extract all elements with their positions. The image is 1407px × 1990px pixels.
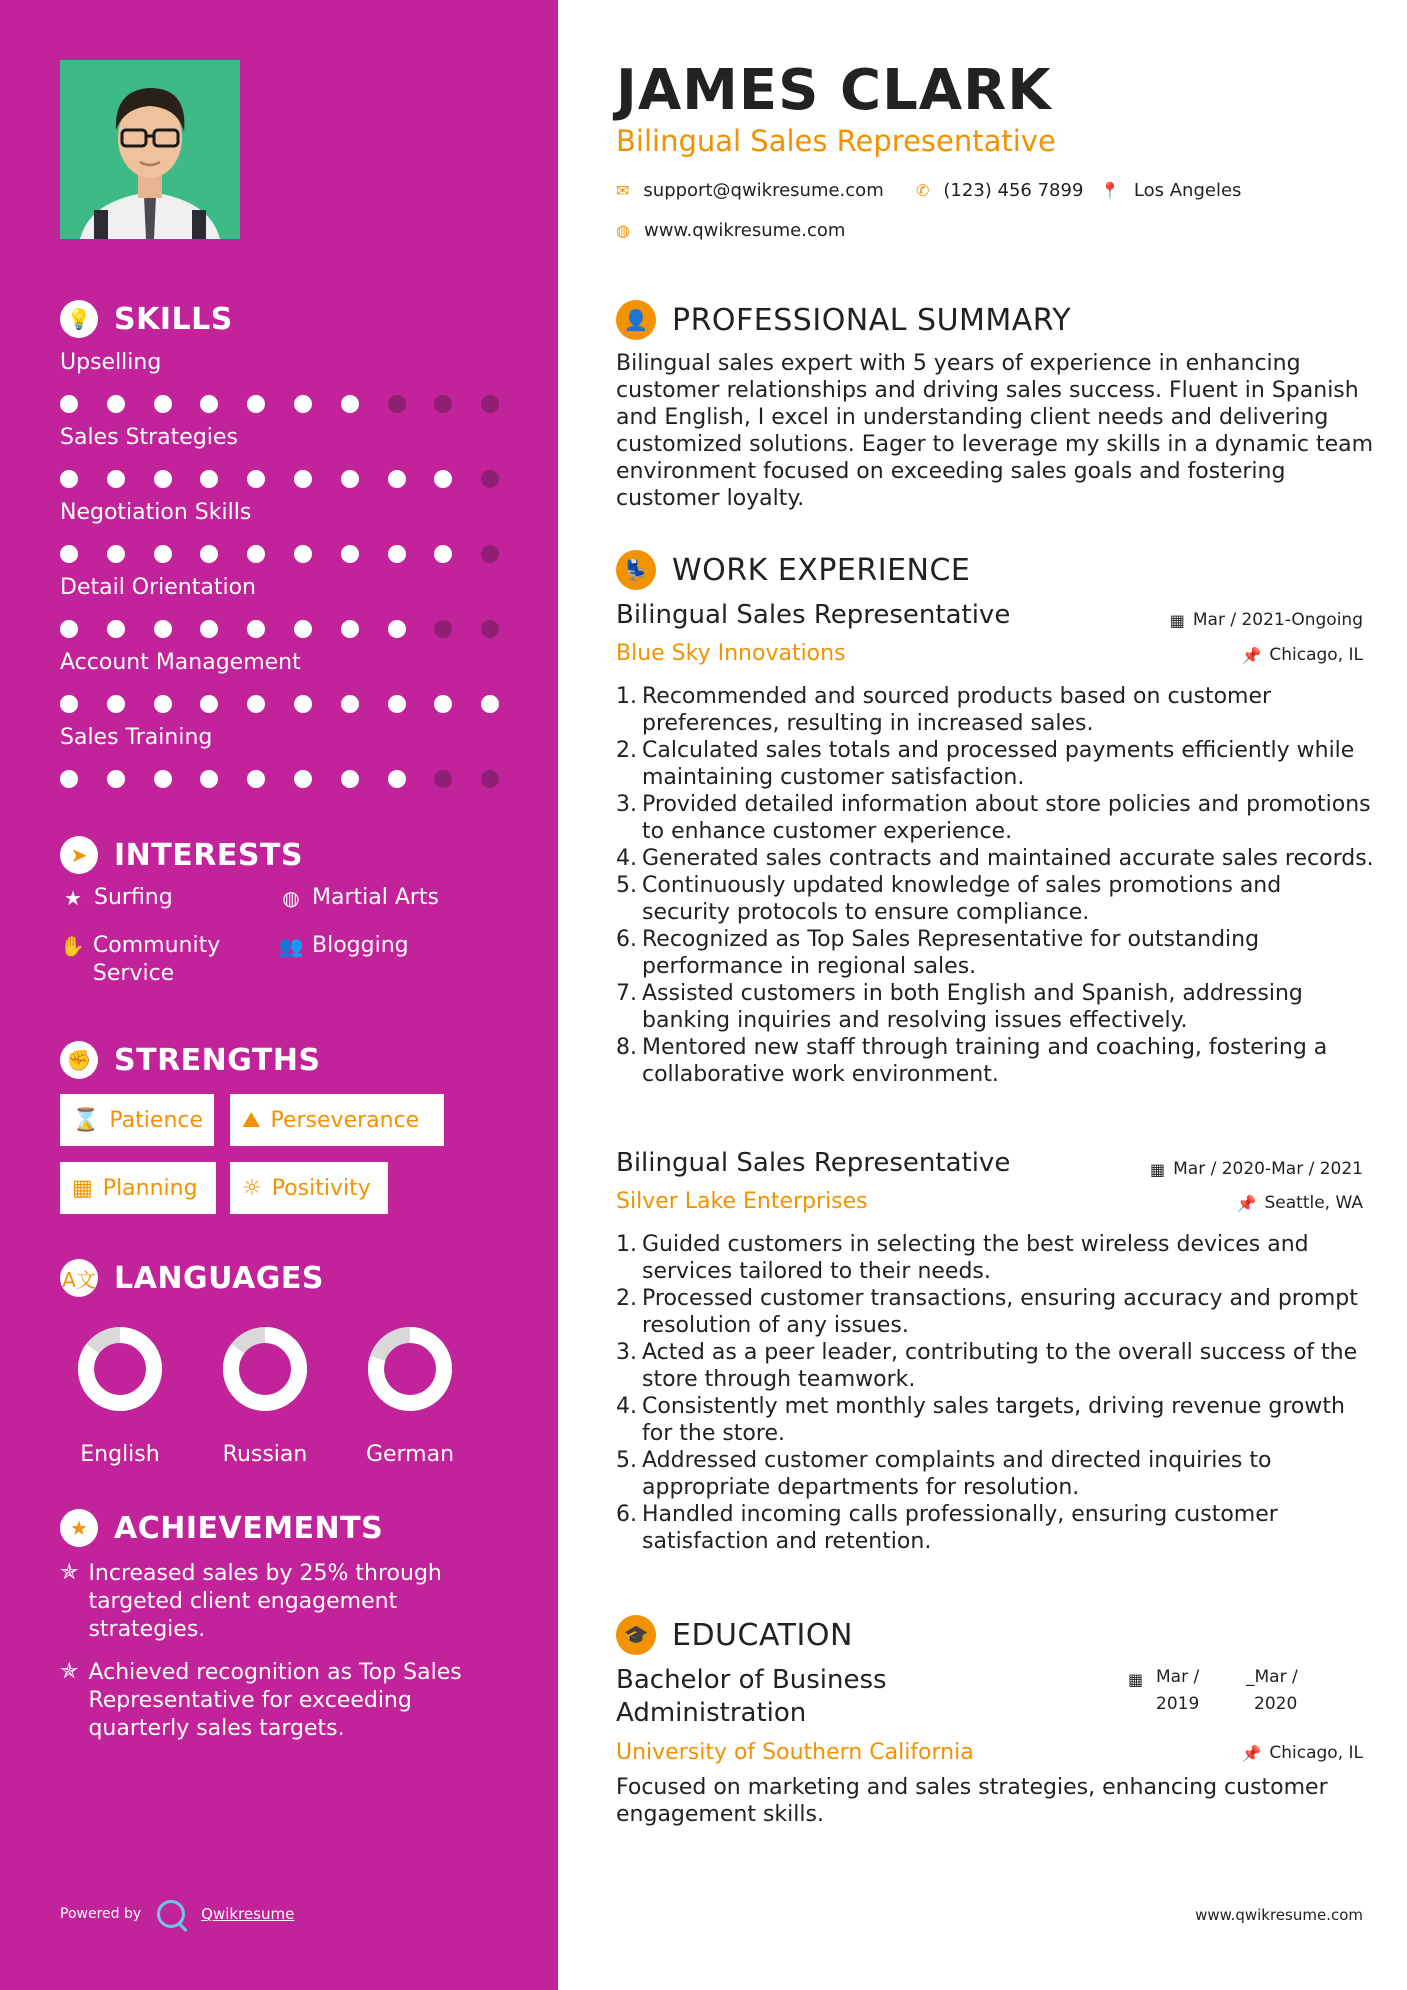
language-donut: [222, 1326, 308, 1412]
map-pin-icon: 📍: [1100, 181, 1120, 200]
duty-number: 3.: [616, 792, 637, 817]
strength-badge: [60, 1094, 214, 1146]
skill-dot: [154, 620, 172, 638]
interests-title: INTERESTS: [114, 837, 303, 873]
skill-rating: [60, 617, 500, 641]
strength-label: Positivity: [271, 1175, 371, 1201]
skill-dot: [154, 395, 172, 413]
skill-item: [60, 725, 500, 791]
duty-text: Acted as a peer leader, contributing to the overall success of the store through teamwork.: [642, 1340, 1358, 1392]
language-donut: [367, 1326, 453, 1412]
duty-item: [616, 1339, 1376, 1393]
brand-link[interactable]: Qwikresume: [201, 1905, 295, 1923]
duty-number: 1.: [616, 684, 637, 709]
skill-dot: [294, 545, 312, 563]
skill-dot: [481, 395, 499, 413]
user-icon: 👤: [616, 300, 656, 340]
language-item: [50, 1326, 190, 1467]
users-icon: 👥: [278, 934, 304, 958]
trophy-star-icon: ★: [60, 1509, 98, 1547]
strength-label: Perseverance: [270, 1107, 420, 1133]
duty-text: Recognized as Top Sales Representative for outstanding performance in regional sales.: [642, 927, 1260, 979]
skill-dot: [107, 395, 125, 413]
skill-dot: [481, 470, 499, 488]
candidate-name: JAMES CLARK: [616, 58, 1052, 123]
skill-dot: [434, 545, 452, 563]
skill-rating: [60, 692, 500, 716]
skill-dot: [388, 545, 406, 563]
skill-dot: [200, 395, 218, 413]
skill-dot: [434, 470, 452, 488]
powered-by: [60, 1900, 294, 1928]
experience-heading: [616, 550, 970, 590]
skill-dot: [481, 770, 499, 788]
skill-dot: [60, 770, 78, 788]
contact-email[interactable]: [616, 180, 884, 201]
language-donut: [77, 1326, 163, 1412]
road-icon: ⛰: [242, 1107, 261, 1133]
footer-website[interactable]: www.qwikresume.com: [1195, 1906, 1363, 1924]
skill-dot: [107, 545, 125, 563]
duty-item: [616, 845, 1376, 872]
skill-dot: [247, 770, 265, 788]
strength-label: Planning: [102, 1175, 198, 1201]
sidebar: [0, 0, 558, 1990]
skill-item: [60, 650, 500, 716]
language-item: [340, 1326, 480, 1467]
skill-dot: [60, 620, 78, 638]
achievement-item: [60, 1659, 500, 1743]
calendar-icon: ▦: [1128, 1670, 1144, 1689]
job-title: Bilingual Sales Representative: [616, 600, 1011, 630]
calendar-icon: ▦: [72, 1175, 93, 1201]
skill-rating: [60, 467, 500, 491]
skill-dot: [388, 620, 406, 638]
interest-item: [278, 932, 409, 960]
duty-text: Assisted customers in both English and Spanish, addressing banking inquiries and resolving issues effectively.: [642, 981, 1303, 1033]
skills-title: SKILLS: [114, 301, 233, 337]
job-location-text: Chicago, IL: [1269, 645, 1363, 665]
education-end-year: 2020: [1254, 1694, 1298, 1714]
skill-dot: [107, 695, 125, 713]
lightbulb-icon: 💡: [60, 300, 98, 338]
location-text: Los Angeles: [1133, 180, 1242, 201]
education-location-text: Chicago, IL: [1269, 1743, 1363, 1763]
skill-dot: [434, 695, 452, 713]
strengths-heading: [60, 1041, 321, 1079]
skill-dot: [388, 695, 406, 713]
duty-number: 8.: [616, 1035, 637, 1060]
education-start-month: Mar /: [1156, 1667, 1200, 1687]
education-end-month: Mar /: [1254, 1667, 1298, 1687]
duty-number: 6.: [616, 927, 637, 952]
globe-icon: ◍: [616, 221, 630, 240]
skill-dot: [294, 770, 312, 788]
skill-dot: [434, 770, 452, 788]
skill-name: Account Management: [60, 650, 301, 675]
sun-icon: ☼: [242, 1175, 262, 1201]
language-name: Russian: [222, 1442, 308, 1467]
skill-dot: [294, 695, 312, 713]
skill-item: [60, 425, 500, 491]
education-school: University of Southern California: [616, 1740, 974, 1765]
duty-number: 4.: [616, 846, 637, 871]
job-duties: [616, 1231, 1376, 1555]
skill-dot: [247, 470, 265, 488]
duty-number: 5.: [616, 1448, 637, 1473]
duty-text: Continuously updated knowledge of sales promotions and security protocols to ensure compliance.: [642, 873, 1282, 925]
paper-plane-icon: ➤: [60, 836, 98, 874]
duty-item: [616, 683, 1376, 737]
duty-item: [616, 1285, 1376, 1339]
skill-name: Upselling: [60, 350, 162, 375]
candidate-role: Bilingual Sales Representative: [616, 124, 1056, 158]
language-name: English: [80, 1442, 160, 1467]
duty-text: Recommended and sourced products based on customer preferences, resulting in increased sales.: [642, 684, 1272, 736]
skill-dot: [434, 620, 452, 638]
skill-dot: [60, 545, 78, 563]
duty-text: Processed customer transactions, ensuring accuracy and prompt resolution of any issues.: [642, 1286, 1358, 1338]
skill-dot: [434, 395, 452, 413]
skill-dot: [200, 695, 218, 713]
duty-text: Handled incoming calls professionally, ensuring customer satisfaction and retention.: [642, 1502, 1278, 1554]
duty-item: [616, 980, 1376, 1034]
handshake-icon: ✋: [60, 934, 85, 958]
skill-dot: [247, 695, 265, 713]
duty-number: 3.: [616, 1340, 637, 1365]
skill-dot: [200, 620, 218, 638]
skill-name: Sales Training: [60, 725, 213, 750]
skill-rating: [60, 392, 500, 416]
fist-icon: ✊: [60, 1041, 98, 1079]
skill-dot: [154, 695, 172, 713]
main-content: [558, 0, 1407, 1990]
job-date: [1150, 1159, 1363, 1179]
skill-dot: [341, 395, 359, 413]
skill-dot: [60, 695, 78, 713]
email-text: support@qwikresume.com: [643, 180, 884, 201]
languages-title: LANGUAGES: [114, 1260, 324, 1296]
skill-item: [60, 350, 500, 416]
language-icon: A文: [60, 1259, 98, 1297]
website-text: www.qwikresume.com: [643, 220, 846, 241]
achievement-item: [60, 1560, 500, 1644]
skill-dot: [200, 770, 218, 788]
skill-dot: [481, 620, 499, 638]
duty-number: 2.: [616, 738, 637, 763]
skill-rating: [60, 542, 500, 566]
skill-dot: [294, 395, 312, 413]
star-icon: ★: [64, 886, 82, 910]
achievement-text: Increased sales by 25% through targeted client engagement strategies.: [88, 1561, 442, 1642]
job-title: Bilingual Sales Representative: [616, 1148, 1011, 1178]
skill-dot: [341, 545, 359, 563]
duty-item: [616, 872, 1376, 926]
strength-label: Patience: [109, 1107, 204, 1133]
skill-dot: [60, 470, 78, 488]
skill-dot: [107, 770, 125, 788]
job-date-text: Mar / 2020-Mar / 2021: [1173, 1159, 1363, 1179]
strength-badge: [230, 1094, 444, 1146]
duty-item: [616, 1501, 1376, 1555]
calendar-icon: ▦: [1149, 1159, 1166, 1179]
powered-by-label: Powered by: [60, 1906, 142, 1922]
education-start: [1156, 1664, 1199, 1718]
pushpin-icon: 📌: [1241, 645, 1262, 665]
skill-dot: [294, 620, 312, 638]
achievement-text: Achieved recognition as Top Sales Representative for exceeding quarterly sales targets.: [88, 1660, 462, 1741]
job-duties: [616, 683, 1376, 1088]
skill-dot: [107, 470, 125, 488]
languages-heading: [60, 1259, 324, 1297]
job-date: [1170, 610, 1363, 630]
job-company: Silver Lake Enterprises: [616, 1189, 868, 1214]
contact-website[interactable]: [616, 220, 845, 241]
skill-dot: [388, 395, 406, 413]
skill-item: [60, 575, 500, 641]
skill-dot: [154, 470, 172, 488]
duty-text: Guided customers in selecting the best wireless devices and services tailored to their needs.: [642, 1232, 1309, 1284]
skill-dot: [481, 545, 499, 563]
duty-number: 2.: [616, 1286, 637, 1311]
duty-number: 1.: [616, 1232, 637, 1257]
person-portrait-icon: [60, 60, 240, 239]
education-location: [1241, 1743, 1363, 1763]
skill-dot: [107, 620, 125, 638]
skill-dot: [341, 470, 359, 488]
interests-heading: [60, 836, 303, 874]
duty-item: [616, 737, 1376, 791]
achievements-title: ACHIEVEMENTS: [114, 1510, 384, 1546]
duty-text: Consistently met monthly sales targets, driving revenue growth for the store.: [642, 1394, 1345, 1446]
calendar-icon: ▦: [1169, 610, 1185, 630]
skill-rating: [60, 767, 500, 791]
job-location-text: Seattle, WA: [1264, 1193, 1363, 1213]
summary-heading: [616, 300, 1071, 340]
skill-dot: [247, 545, 265, 563]
skill-name: Detail Orientation: [60, 575, 257, 600]
skill-dot: [294, 470, 312, 488]
envelope-icon: ✉: [616, 181, 630, 200]
education-degree: Bachelor of Business Administration: [616, 1665, 887, 1728]
hourglass-icon: ⌛: [72, 1107, 100, 1133]
skill-dot: [341, 695, 359, 713]
job-date-text: Mar / 2021-Ongoing: [1192, 610, 1363, 630]
phone-text: (123) 456 7899: [943, 180, 1084, 201]
duty-text: Generated sales contracts and maintained accurate sales records.: [642, 846, 1374, 871]
contact-phone[interactable]: [916, 180, 1083, 201]
skill-name: Negotiation Skills: [60, 500, 252, 525]
skill-dot: [388, 470, 406, 488]
skill-dot: [200, 470, 218, 488]
duty-number: 7.: [616, 981, 637, 1006]
summary-text: Bilingual sales expert with 5 years of experience in enhancing customer relationships and driving sales success. Fluent in Spanish and English, I excel in understanding client needs and delivering customized solutions. Eager to leverage my skills in a dynamic team environment focused on exceeding sales goals and fostering customer loyalty.: [616, 351, 1374, 511]
pushpin-icon: 📌: [1236, 1193, 1257, 1213]
education-title: EDUCATION: [672, 1617, 853, 1653]
duty-text: Addressed customer complaints and directed inquiries to appropriate departments for resolution.: [642, 1448, 1272, 1500]
language-item: [195, 1326, 335, 1467]
duty-item: [616, 1393, 1376, 1447]
achievements-heading: [60, 1509, 383, 1547]
chair-icon: 💺: [616, 550, 656, 590]
contact-location: [1100, 180, 1241, 201]
interest-item: [60, 884, 173, 912]
interest-label: Blogging: [312, 933, 409, 958]
education-end: _Mar / 2020: [1246, 1664, 1298, 1718]
duty-item: [616, 1034, 1376, 1088]
skill-name: Sales Strategies: [60, 425, 238, 450]
duty-item: [616, 926, 1376, 980]
graduation-icon: 🎓: [616, 1615, 656, 1655]
duty-text: Calculated sales totals and processed payments efficiently while maintaining customer satisfaction.: [642, 738, 1355, 790]
education-start-year: 2019: [1156, 1694, 1200, 1714]
skill-dot: [247, 620, 265, 638]
job-company: Blue Sky Innovations: [616, 641, 846, 666]
job-location: [1237, 1193, 1363, 1213]
skill-dot: [388, 770, 406, 788]
skill-dot: [60, 395, 78, 413]
qwikresume-logo-icon: [157, 1900, 185, 1928]
skill-dot: [341, 770, 359, 788]
phone-icon: ✆: [916, 181, 930, 200]
shooting-star-icon: ✯: [60, 1560, 79, 1585]
skill-dot: [154, 545, 172, 563]
education-description: Focused on marketing and sales strategies, enhancing customer engagement skills.: [616, 1775, 1328, 1827]
summary-title: PROFESSIONAL SUMMARY: [672, 302, 1072, 338]
interest-label: Surfing: [94, 885, 173, 910]
skill-item: [60, 500, 500, 566]
interest-label: Community Service: [92, 933, 221, 986]
skill-dot: [154, 770, 172, 788]
duty-item: [616, 1231, 1376, 1285]
experience-title: WORK EXPERIENCE: [672, 552, 971, 588]
skill-dot: [247, 395, 265, 413]
shooting-star-icon: ✯: [60, 1659, 79, 1684]
interest-label: Martial Arts: [312, 885, 440, 910]
pushpin-icon: 📌: [1241, 1743, 1262, 1763]
education-heading: [616, 1615, 853, 1655]
job-location: [1241, 645, 1363, 665]
interest-item: [278, 884, 439, 912]
duty-item: [616, 1447, 1376, 1501]
language-name: German: [365, 1442, 455, 1467]
duty-number: 5.: [616, 873, 637, 898]
strength-badge: [230, 1162, 388, 1214]
skill-dot: [341, 620, 359, 638]
skills-heading: [60, 300, 233, 338]
profile-photo: [60, 60, 240, 239]
duty-number: 6.: [616, 1502, 637, 1527]
skill-dot: [200, 545, 218, 563]
strengths-title: STRENGTHS: [114, 1042, 321, 1078]
duty-number: 4.: [616, 1394, 637, 1419]
duty-text: Provided detailed information about store policies and promotions to enhance customer experience.: [642, 792, 1371, 844]
skill-dot: [481, 695, 499, 713]
globe-icon: ◍: [282, 886, 300, 910]
duty-item: [616, 791, 1376, 845]
interest-item: [60, 932, 250, 988]
duty-text: Mentored new staff through training and coaching, fostering a collaborative work environment.: [642, 1035, 1328, 1087]
strength-badge: [60, 1162, 216, 1214]
